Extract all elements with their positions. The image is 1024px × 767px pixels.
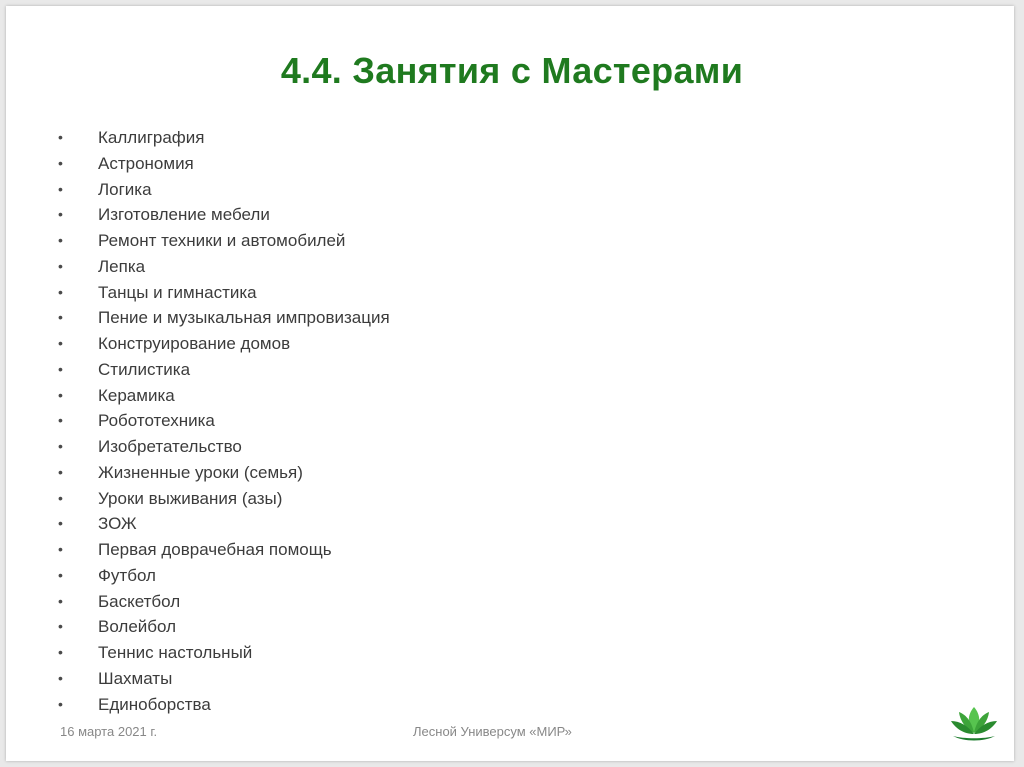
list-item <box>58 177 390 203</box>
list-item-label: Футбол <box>98 565 156 585</box>
list-item <box>58 511 390 537</box>
bullet-icon: • <box>58 644 63 660</box>
slide-title: 4.4. Занятия с Мастерами <box>280 50 744 91</box>
bullet-icon: • <box>58 154 63 171</box>
footer-organization: Лесной Универсум «МИР» <box>413 724 572 739</box>
bullet-icon: • <box>58 257 63 274</box>
list-item-label: Пение и музыкальная импровизация <box>98 308 390 328</box>
list-item <box>58 125 390 151</box>
list-item-label: Астрономия <box>98 153 194 173</box>
bullet-icon: • <box>58 489 63 506</box>
list-item-label: Баскетбол <box>98 591 181 611</box>
list-item-label: Волейбол <box>98 617 177 637</box>
list-item <box>58 460 390 486</box>
list-item-label: Уроки выживания (азы) <box>98 488 283 508</box>
bullet-icon: • <box>58 206 63 223</box>
bullet-icon: • <box>58 669 63 686</box>
bullet-icon: • <box>58 541 63 557</box>
footer-date: 16 марта 2021 г. <box>60 724 158 739</box>
list-item-label: Ремонт техники и автомобилей <box>98 231 346 250</box>
bullet-icon: • <box>58 232 63 248</box>
bullet-icon: • <box>58 283 63 300</box>
list-item <box>58 589 390 615</box>
bullet-icon: • <box>58 463 63 480</box>
list-item-label: Шахматы <box>98 668 173 688</box>
list-item-label: Единоборства <box>98 694 211 714</box>
bullet-icon: • <box>58 386 63 403</box>
bullet-icon: • <box>58 180 63 197</box>
bullet-icon: • <box>58 592 63 609</box>
list-item <box>58 357 390 383</box>
list-item <box>58 434 390 460</box>
bullet-icon: • <box>58 360 63 377</box>
list-item-label: Танцы и гимнастика <box>98 282 257 302</box>
list-item <box>58 692 390 718</box>
list-item-label: Изготовление мебели <box>98 205 270 225</box>
bullet-icon: • <box>58 412 63 429</box>
list-item-label: Лепка <box>98 256 146 276</box>
bullet-icon: • <box>58 695 63 712</box>
list-item-label: Конструирование домов <box>98 334 291 353</box>
lotus-icon <box>950 703 998 743</box>
list-item-label: Жизненные уроки (семья) <box>98 462 303 482</box>
bullet-icon: • <box>58 438 63 454</box>
list-item <box>58 280 390 306</box>
list-item-label: Логика <box>98 179 152 199</box>
list-item-label: Теннис настольный <box>98 643 253 662</box>
bullet-icon: • <box>58 129 63 145</box>
bullet-icon: • <box>58 618 63 635</box>
topics-list <box>58 125 390 717</box>
list-item-label: Стилистика <box>98 359 191 379</box>
list-item <box>58 228 390 254</box>
bullet-icon: • <box>58 515 63 532</box>
list-item-label: Первая доврачебная помощь <box>98 540 332 559</box>
list-item <box>58 331 390 357</box>
list-item <box>58 151 390 177</box>
bullet-icon: • <box>58 335 63 351</box>
list-item-label: Керамика <box>98 385 175 405</box>
list-item <box>58 254 390 280</box>
list-item <box>58 408 390 434</box>
list-item-label: Изобретательство <box>98 437 242 456</box>
list-item <box>58 383 390 409</box>
list-item <box>58 563 390 589</box>
list-item <box>58 202 390 228</box>
list-item <box>58 486 390 512</box>
list-item <box>58 666 390 692</box>
list-item-label: Робототехника <box>98 411 215 431</box>
list-item <box>58 537 390 563</box>
list-item-label: ЗОЖ <box>98 514 137 534</box>
list-item <box>58 614 390 640</box>
list-item <box>58 305 390 331</box>
bullet-icon: • <box>58 309 63 326</box>
list-item <box>58 640 390 666</box>
list-item-label: Каллиграфия <box>98 128 205 147</box>
bullet-icon: • <box>58 566 63 583</box>
